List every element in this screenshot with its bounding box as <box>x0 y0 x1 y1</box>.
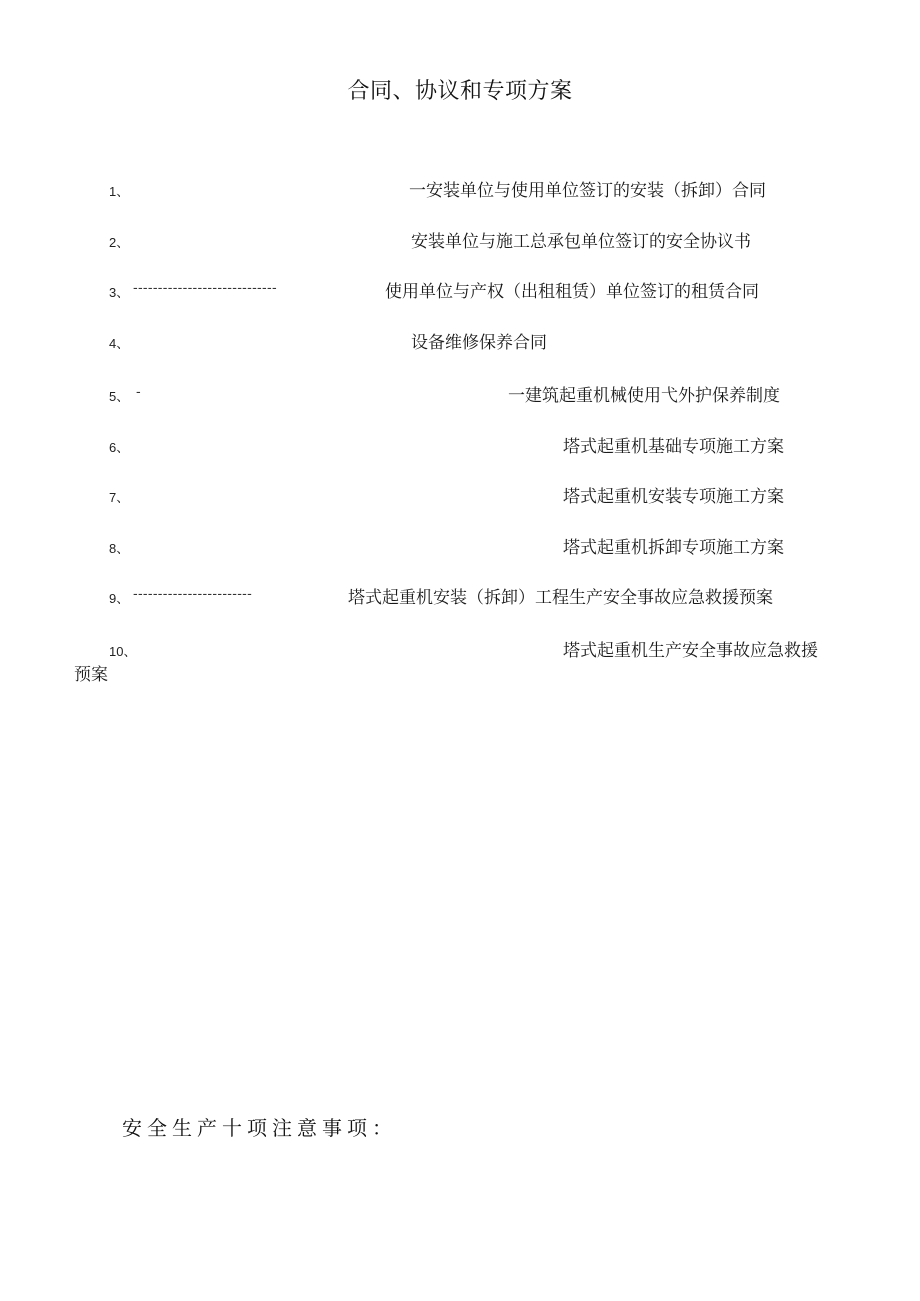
toc-item-leader: ----------------------------- <box>133 279 277 295</box>
toc-item-4 <box>0 328 920 354</box>
toc-item-1 <box>0 176 920 202</box>
section-heading: 安全生产十项注意事项： <box>122 1116 397 1140</box>
toc-item-10 <box>0 636 920 662</box>
page-title: 合同、协议和专项方案 <box>347 79 573 104</box>
toc-item-text: 塔式起重机生产安全事故应急救援 <box>563 641 818 661</box>
toc-item-number: 7、 <box>109 490 130 505</box>
toc-item-number: 1、 <box>109 184 130 199</box>
toc-item-number: 4、 <box>109 336 130 351</box>
toc-item-2 <box>0 227 920 253</box>
toc-item-3 <box>0 277 920 303</box>
toc-item-text: 使用单位与产权（出租租赁）单位签订的租赁合同 <box>385 282 759 302</box>
toc-item-10-continuation: 预案 <box>74 665 108 685</box>
toc-item-text: 一安装单位与使用单位签订的安装（拆卸）合同 <box>409 181 766 201</box>
toc-item-6 <box>0 432 920 458</box>
toc-item-8 <box>0 533 920 559</box>
toc-item-5 <box>0 381 920 407</box>
toc-item-number: 5、 <box>109 389 130 404</box>
toc-item-number: 8、 <box>109 541 130 556</box>
toc-item-text: 塔式起重机安装专项施工方案 <box>563 487 784 507</box>
toc-item-7 <box>0 482 920 508</box>
toc-item-leader: - <box>136 383 141 399</box>
toc-item-number: 9、 <box>109 591 130 606</box>
toc-item-text: 设备维修保养合同 <box>411 333 547 353</box>
toc-item-number: 2、 <box>109 235 130 250</box>
toc-item-text: 塔式起重机安装（拆卸）工程生产安全事故应急救援预案 <box>348 588 773 608</box>
toc-item-number: 3、 <box>109 285 130 300</box>
toc-item-number: 6、 <box>109 440 130 455</box>
toc-item-9 <box>0 583 920 609</box>
toc-item-text: 安装单位与施工总承包单位签订的安全协议书 <box>411 232 751 252</box>
toc-item-text: 塔式起重机拆卸专项施工方案 <box>563 538 784 558</box>
toc-item-number: 10、 <box>109 644 137 659</box>
toc-item-text: 一建筑起重机械使用弋外护保养制度 <box>508 386 780 406</box>
toc-item-text: 塔式起重机基础专项施工方案 <box>563 437 784 457</box>
toc-item-leader: ------------------------ <box>133 585 253 601</box>
